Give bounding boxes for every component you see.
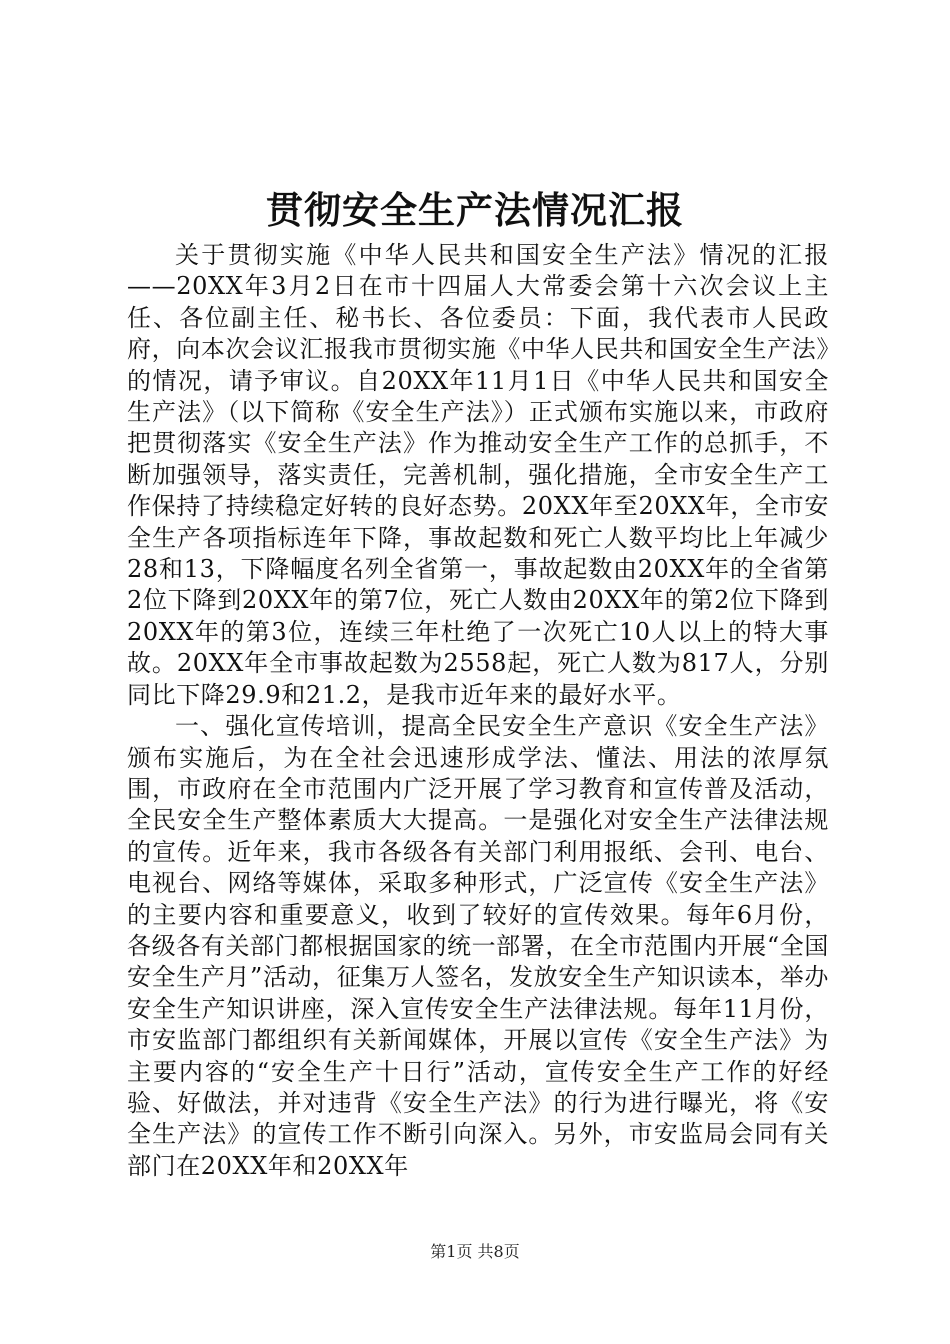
page-number-footer: 第1页 共8页 bbox=[430, 1242, 520, 1261]
page-title: 贯彻安全生产法情况汇报 bbox=[266, 188, 684, 232]
paragraph-section-one: 一、强化宣传培训，提高全民安全生产意识《安全生产法》颁布实施后，为在全社会迅速形成学法、懂法、用法的浓厚氛围，市政府在全市范围内广泛开展了学习教育和宣传普及活动，全民安全生产整体素质大大提高。一是强化对安全生产法律法规的宣传。近年来，我市各级各有关部门利用报纸、会刊、电台、电视台、网络等媒体，采取多种形式，广泛宣传《安全生产法》的主要内容和重要意义，收到了较好的宣传效果。每年6月份，各级各有关部门都根据国家的统一部署，在全市范围内开展“全国安全生产月”活动，征集万人签名，发放安全生产知识读本，举办安全生产知识讲座，深入宣传安全生产法律法规。每年11月份，市安监部门都组织有关新闻媒体，开展以宣传《安全生产法》为主要内容的“安全生产十日行”活动，宣传安全生产工作的好经验、好做法，并对违背《安全生产法》的行为进行曝光，将《安全生产法》的宣传工作不断引向深入。另外，市安监局会同有关部门在20XX年和20XX年 bbox=[127, 712, 829, 1180]
document-body bbox=[127, 240, 829, 1182]
paragraph-intro: 关于贯彻实施《中华人民共和国安全生产法》情况的汇报——20XX年3月2日在市十四届人大常委会第十六次会议上主任、各位副主任、秘书长、各位委员：下面，我代表市人民政府，向本次会议汇报我市贯彻实施《中华人民共和国安全生产法》的情况，请予审议。自20XX年11月1日《中华人民共和国安全生产法》（以下简称《安全生产法》）正式颁布实施以来，市政府把贯彻落实《安全生产法》作为推动安全生产工作的总抓手，不断加强领导，落实责任，完善机制，强化措施，全市安全生产工作保持了持续稳定好转的良好态势。20XX年至20XX年，全市安全生产各项指标连年下降，事故起数和死亡人数平均比上年减少28和13，下降幅度名列全省第一，事故起数由20XX年的全省第2位下降到20XX年的第7位，死亡人数由20XX年的第2位下降到20XX年的第3位，连续三年杜绝了一次死亡10人以上的特大事故。20XX年全市事故起数为2558起，死亡人数为817人，分别同比下降29.9和21.2，是我市近年来的最好水平。 bbox=[127, 241, 829, 709]
